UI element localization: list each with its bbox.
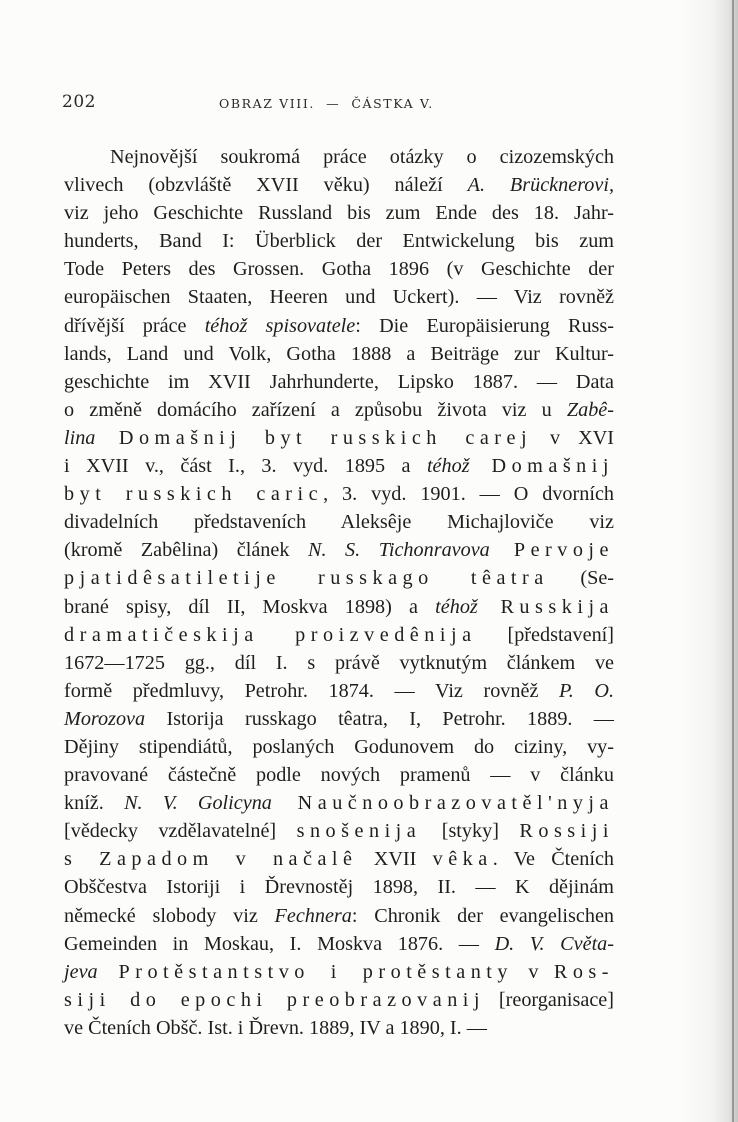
text-line [64,312,614,340]
text-segment: o změně domácího zařízení a způsobu života viz u [64,398,567,421]
text-line [64,227,614,255]
text-line [64,817,614,845]
text-segment: XVII [357,848,433,871]
text-segment: pravované částečně podle nových pramenů — v článku [64,764,614,787]
text-segment: lands, Land und Volk, Gotha 1888 a Beiträge zur Kultur- [64,342,614,365]
text-line [64,902,614,930]
page-edge-shadow [678,0,738,1122]
spaced-title-text: Domašnij [469,455,614,478]
text-line [64,536,614,564]
text-segment: geschichte im XVII Jahrhunderte, Lipsko 1887. — Data [64,370,614,393]
spaced-title-text: Pervoje [489,539,615,562]
text-line [64,761,614,789]
spaced-title-text: byt russkich caric [64,483,324,506]
spaced-title-text: Rossiji [519,820,614,843]
text-segment: (kromě Zabêlina) článek [64,539,308,562]
text-line [64,593,614,621]
text-segment: [představení] [476,623,614,646]
text-line [64,396,614,424]
text-segment: ve Čteních Obšč. Ist. i Ďrevn. 1889, IV a 1890, I. — [64,1016,487,1039]
text-line [64,424,614,452]
text-segment: kníž. [64,792,125,815]
text-segment: [reorganisace] [485,988,614,1011]
text-segment: viz jeho Geschichte Russland bis zum Ende des 18. Jahr- [64,202,614,225]
text-line [64,733,614,761]
spaced-title-text: dramatičeskija proizvedênija [64,623,477,646]
text-line [64,368,614,396]
text-segment: Nejnovější soukromá práce otázky o cizozemských [110,146,614,168]
spaced-title-text: siji do epochi preobrazovanij [64,988,485,1011]
text-line [64,986,614,1014]
text-segment: Obščestva Istoriji i Ďrevnostěj 1898, II. — K dějinám [64,876,614,899]
italic-text: D. V. Cvěta- [494,932,614,955]
text-line [64,340,614,368]
italic-text: téhož [435,595,478,618]
spaced-title-text: Russkija [477,595,615,618]
italic-text: jeva [64,960,98,983]
text-segment: , 3. vyd. 1901. — O dvorních [323,483,614,506]
text-segment: Tode Peters des Grossen. Gotha 1896 (v Geschichte der [64,258,614,281]
text-line [64,199,614,227]
text-segment: europäischen Staaten, Heeren und Uckert). — Viz rovněž [64,286,614,309]
text-segment: německé slobody viz [64,904,275,927]
text-line [64,789,614,817]
spaced-title-text: Protěstantstvo i protěstanty [97,960,513,983]
text-line [64,480,614,508]
spaced-title-text: Domašnij byt russkich carej [95,426,533,449]
italic-text: N. S. Tichonravova [307,539,490,562]
italic-text: Zabê- [566,398,614,421]
text-segment: . Ve Čteních [492,848,614,871]
page-edge-line [732,0,734,1122]
text-segment: Istorija russkago têatra, I, Petrohr. 1889. — [145,707,614,730]
italic-text: lina [64,426,96,449]
spaced-title-text: snošenija [296,820,422,843]
text-segment: vlivech (obzvláště XVII věku) náleží [64,174,468,197]
italic-text: P. O. [559,679,614,702]
text-segment: brané spisy, díl II, Moskva 1898) a [64,595,436,618]
italic-text: Fechnera [274,904,352,927]
page-header [0,92,738,122]
italic-text: Morozova [64,707,146,730]
text-segment: : Chronik der evangelischen [351,904,614,927]
body-text [64,143,614,1042]
text-line [64,958,614,986]
text-segment: dřívější práce [64,314,205,337]
text-line [64,705,614,733]
text-line [64,873,614,901]
text-segment: : Die Europäisierung Russ- [355,314,614,337]
text-line [64,143,614,171]
text-line [64,621,614,649]
text-segment: divadelních představeních Aleksêje Michajloviče viz [64,511,614,534]
text-segment: [vědecky vzdělavatelné] [64,820,297,843]
text-line [64,508,614,536]
page-number: 202 [62,92,96,112]
spaced-title-text: Ros- [553,960,615,983]
italic-text: N. V. Golicyna [124,792,272,815]
italic-text: téhož spisovatele [204,314,356,337]
text-line [64,283,614,311]
spaced-title-text: Naučnoobrazovatěl'nyja [271,792,614,815]
text-segment: 1672—1725 gg., díl I. s právě vytknutým článkem ve [64,651,614,674]
text-segment: hunderts, Band I: Überblick der Entwickelung bis zum [64,230,614,253]
spaced-title-text: vêka [432,848,493,871]
text-line [64,677,614,705]
text-line [64,845,614,873]
text-line [64,649,614,677]
text-segment: i XVII v., část I., 3. vyd. 1895 a [64,455,427,478]
text-line [64,452,614,480]
text-line [64,255,614,283]
text-line [64,930,614,958]
text-segment: v XVI [532,426,614,449]
text-segment: Dějiny stipendiátů, poslaných Godunovem do ciziny, vy- [64,735,614,758]
spaced-title-text: s Zapadom v načalê [64,848,358,871]
italic-text: A. Brücknerovi, [467,174,615,197]
text-segment: Gemeinden in Moskau, I. Moskva 1876. — [64,932,495,955]
text-segment: formě předmluvy, Petrohr. 1874. — Viz rovněž [64,679,559,702]
text-segment: [styky] [421,820,520,843]
text-segment: (Se- [548,567,614,590]
text-line [64,1014,614,1042]
text-line [64,564,614,592]
italic-text: téhož [426,455,470,478]
running-head: OBRAZ VIII. — ČÁSTKA V. [219,96,434,111]
spaced-title-text: pjatidêsatiletije russkago têatra [64,567,549,590]
text-segment: v [513,960,554,983]
text-line [64,171,614,199]
